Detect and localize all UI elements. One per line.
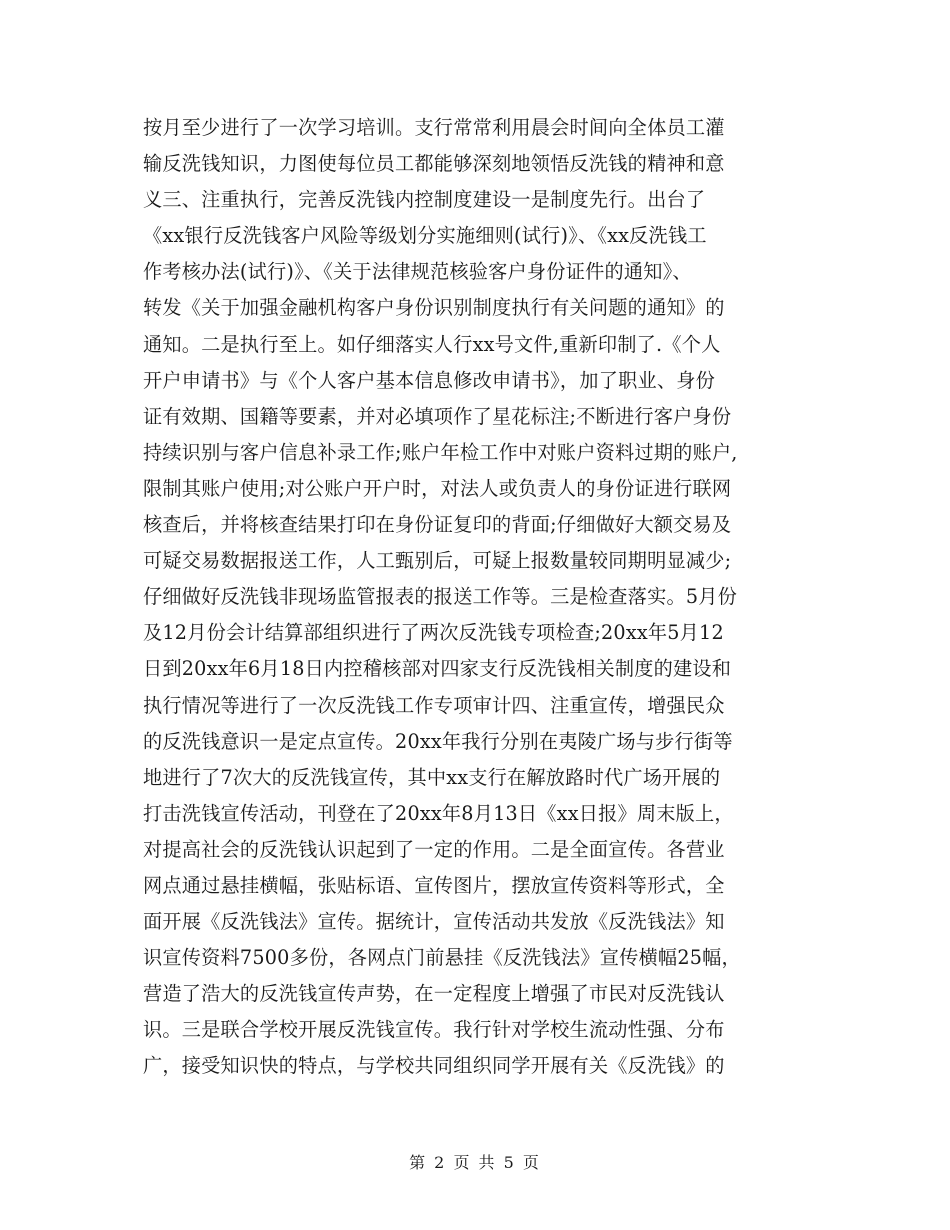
text-line: 执行情况等进行了一次反洗钱工作专项审计四、注重宣传，增强民众 [143, 693, 725, 717]
text-line: 通知。二是执行至上。如仔细落实人行xx号文件,重新印制了.《个人 [143, 332, 721, 356]
text-line: 作考核办法(试行)》、《关于法律规范核验客户身份证件的通知》、 [143, 260, 692, 284]
text-line: 的反洗钱意识一是定点宣传。20xx年我行分别在夷陵广场与步行街等 [143, 729, 733, 753]
text-line: 持续识别与客户信息补录工作;账户年检工作中对账户资料过期的账户, [143, 440, 738, 464]
text-line: 仔细做好反洗钱非现场监管报表的报送工作等。三是检查落实。5月份 [143, 585, 738, 609]
text-line: 核查后，并将核查结果打印在身份证复印的背面;仔细做好大额交易及 [143, 513, 732, 537]
text-line: 及12月份会计结算部组织进行了两次反洗钱专项检查;20xx年5月12 [143, 621, 724, 645]
text-line: 《xx银行反洗钱客户风险等级划分实施细则(试行)》、《xx反洗钱工 [143, 224, 707, 248]
text-line: 按月至少进行了一次学习培训。支行常常利用晨会时间向全体员工灌 [143, 116, 725, 139]
text-line: 证有效期、国籍等要素，并对必填项作了星花标注;不断进行客户身份 [143, 404, 732, 428]
body-text [143, 110, 823, 1085]
text-line: 识宣传资料7500多份，各网点门前悬挂《反洗钱法》宣传横幅25幅， [143, 946, 741, 970]
text-line: 地进行了7次大的反洗钱宣传，其中xx支行在解放路时代广场开展的 [143, 765, 721, 789]
text-line: 营造了浩大的反洗钱宣传声势，在一定程度上增强了市民对反洗钱认 [143, 982, 725, 1006]
text-line: 义三、注重执行，完善反洗钱内控制度建设一是制度先行。出台了 [143, 188, 706, 212]
text-line: 广，接受知识快的特点，与学校共同组织同学开展有关《反洗钱》的 [143, 1054, 725, 1078]
text-line: 开户申请书》与《个人客户基本信息修改申请书》，加了职业、身份 [143, 368, 716, 392]
text-line: 识。三是联合学校开展反洗钱宣传。我行针对学校生流动性强、分布 [143, 1018, 725, 1042]
text-line: 可疑交易数据报送工作，人工甄别后，可疑上报数量较同期明显减少; [143, 549, 732, 573]
text-line: 面开展《反洗钱法》宣传。据统计，宣传活动共发放《反洗钱法》知 [143, 910, 725, 934]
text-line: 输反洗钱知识，力图使每位员工都能够深刻地领悟反洗钱的精神和意 [143, 152, 725, 176]
text-line: 转发《关于加强金融机构客户身份识别制度执行有关问题的通知》的 [143, 296, 725, 320]
text-line: 对提高社会的反洗钱认识起到了一定的作用。二是全面宣传。各营业 [143, 837, 725, 861]
text-line: 日到20xx年6月18日内控稽核部对四家支行反洗钱相关制度的建设和 [143, 657, 732, 681]
page-footer: 第 2 页 共 5 页 [409, 1153, 541, 1172]
text-line: 限制其账户使用;对公账户开户时，对法人或负责人的身份证进行联网 [143, 476, 732, 500]
text-line: 网点通过悬挂横幅，张贴标语、宣传图片，摆放宣传资料等形式，全 [143, 873, 725, 897]
text-line: 打击洗钱宣传活动，刊登在了20xx年8月13日《xx日报》周末版上， [143, 801, 734, 825]
